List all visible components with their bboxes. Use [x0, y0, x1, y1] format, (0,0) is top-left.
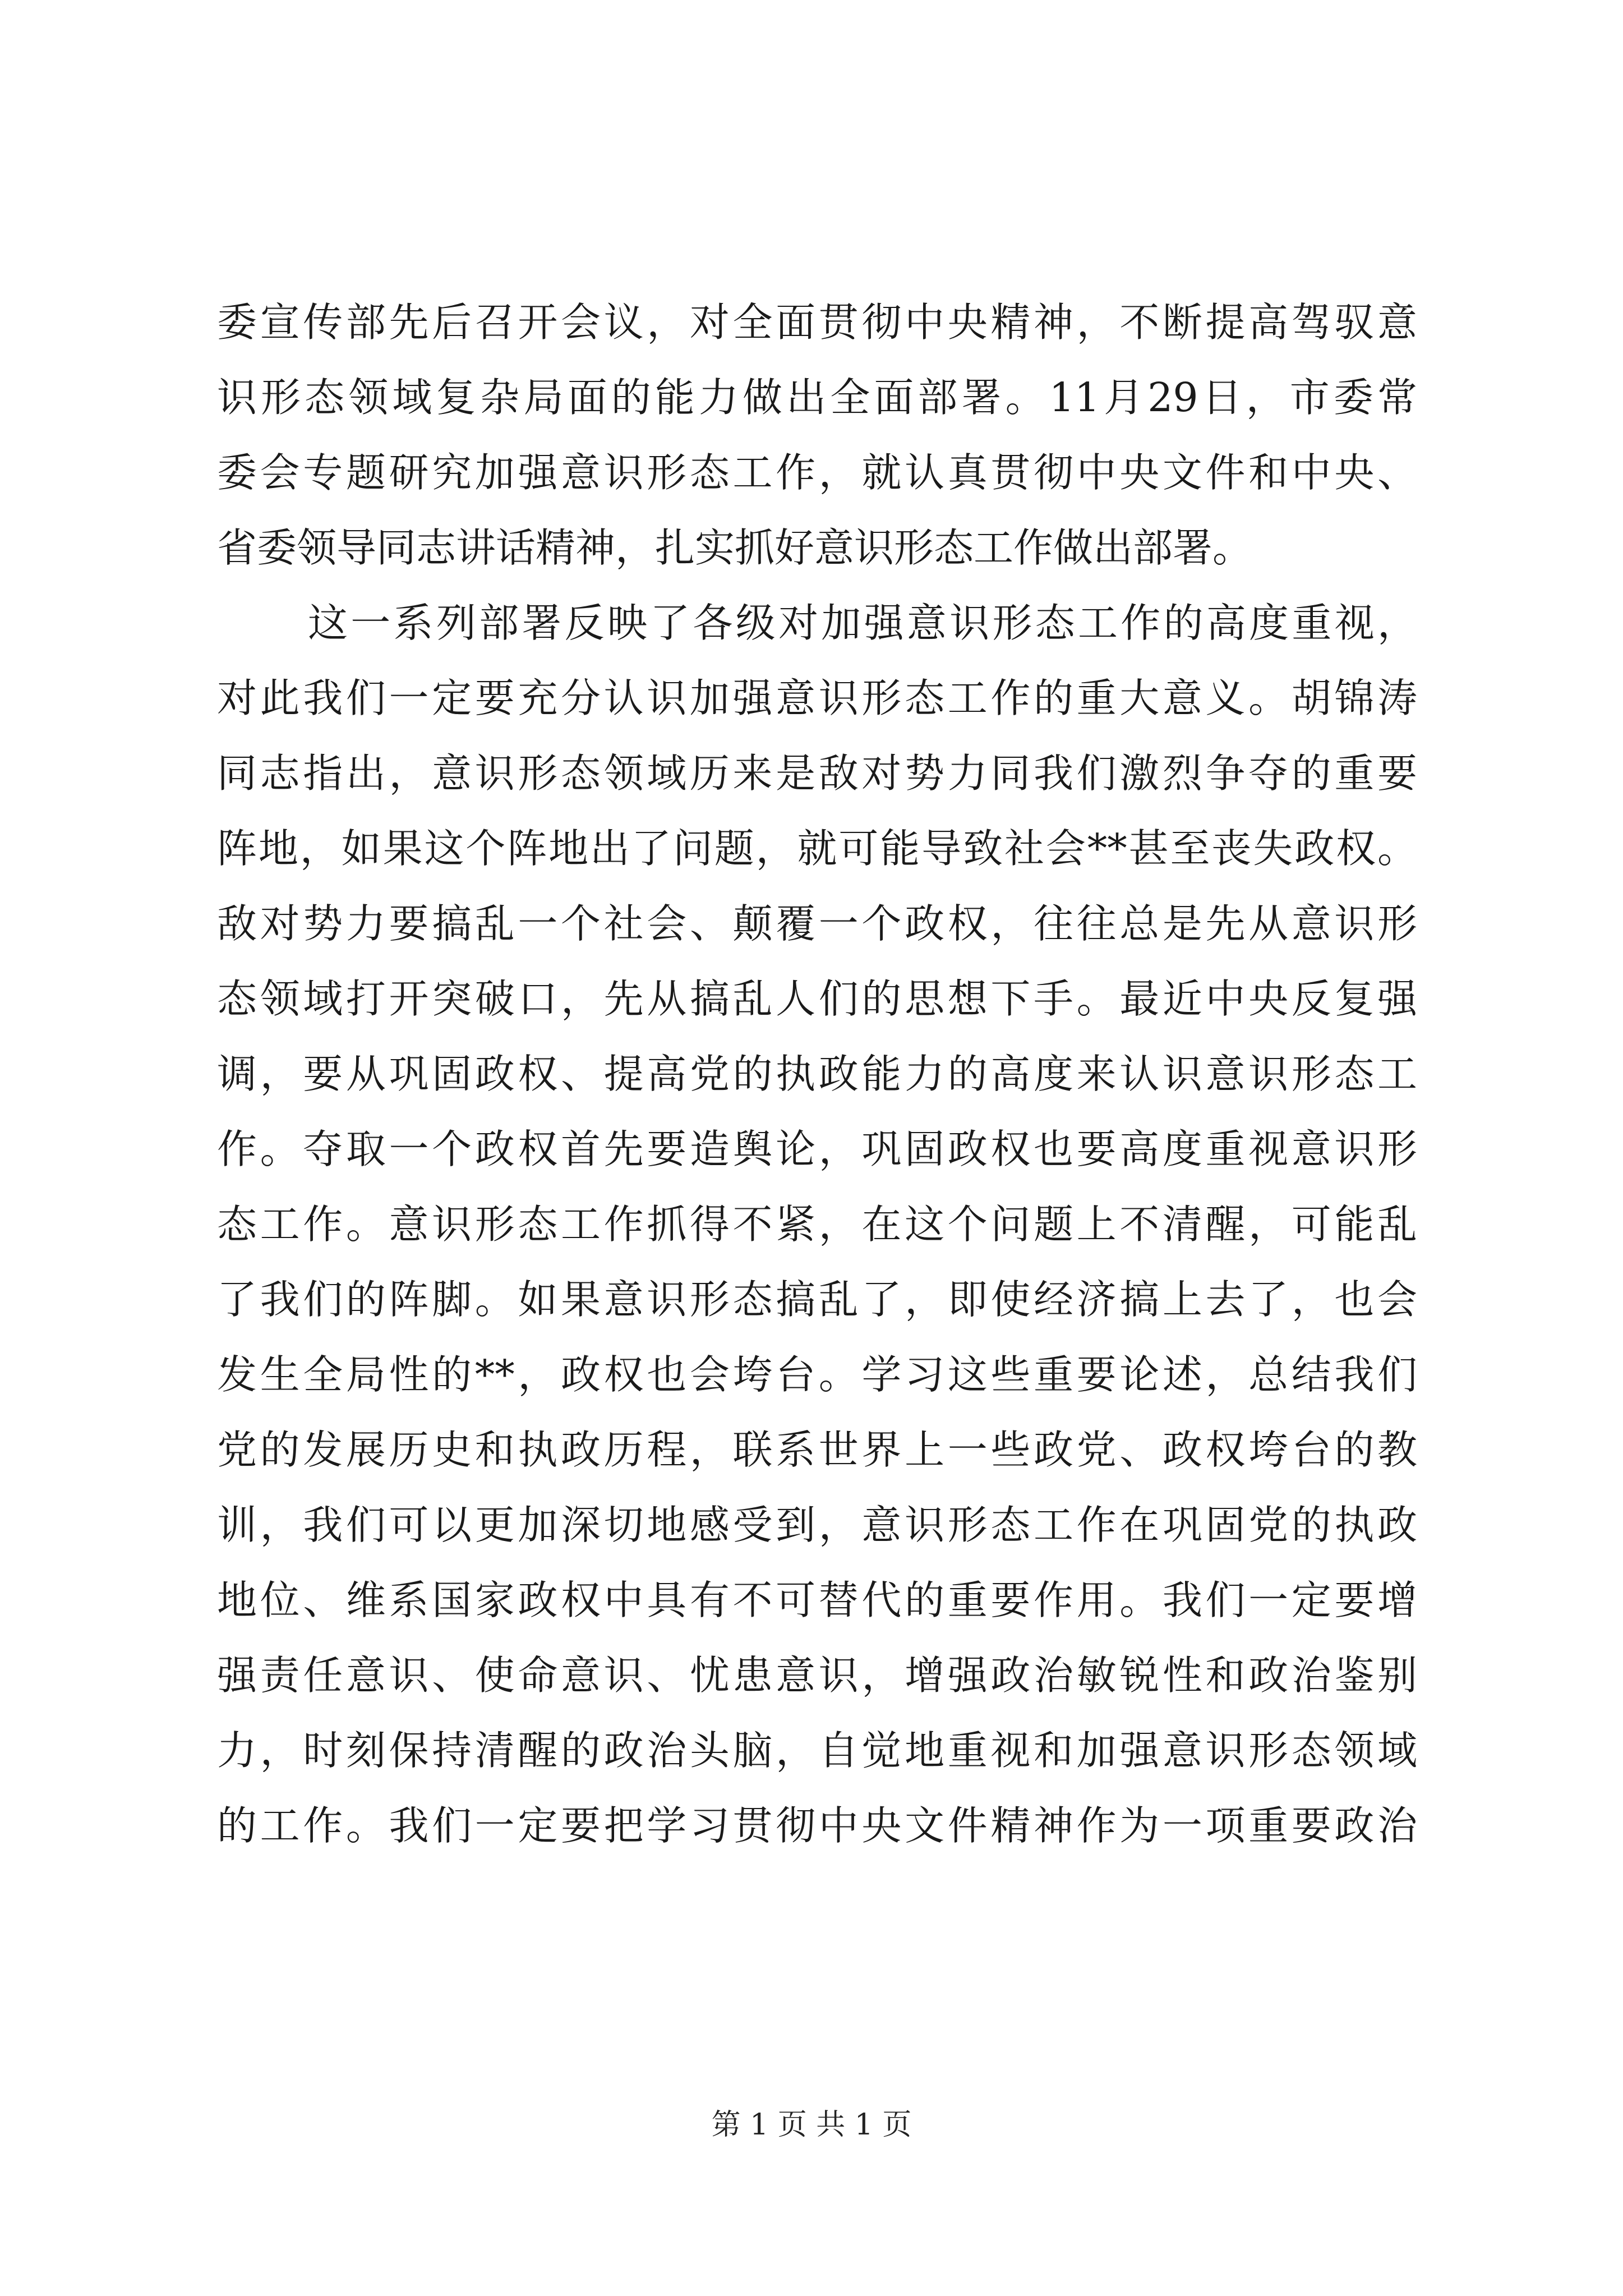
text-line: 敌对势力要搞乱一个社会、颠覆一个政权，往往总是先从意识形	[217, 900, 1417, 947]
text-line: 调，要从巩固政权、提高党的执政能力的高度来认识意识形态工	[217, 1051, 1417, 1097]
text-line: 这一系列部署反映了各级对加强意识形态工作的高度重视，	[308, 600, 1417, 646]
text-line: 的工作。我们一定要把学习贯彻中央文件精神作为一项重要政治	[217, 1802, 1417, 1849]
text-line: 委宣传部先后召开会议，对全面贯彻中央精神，不断提高驾驭意	[217, 299, 1417, 346]
text-line: 同志指出，意识形态领域历来是敌对势力同我们激烈争夺的重要	[217, 750, 1417, 797]
text-line: 强责任意识、使命意识、忧患意识，增强政治敏锐性和政治鉴别	[217, 1652, 1417, 1699]
text-line: 地位、维系国家政权中具有不可替代的重要作用。我们一定要增	[217, 1577, 1417, 1623]
page-footer	[0, 2101, 1623, 2143]
document-body	[217, 285, 1417, 1864]
text-line: 作。夺取一个政权首先要造舆论，巩固政权也要高度重视意识形	[217, 1126, 1417, 1172]
text-line: 识形态领域复杂局面的能力做出全面部署。11月29日，市委常	[217, 374, 1417, 421]
text-line: 对此我们一定要充分认识加强意识形态工作的重大意义。胡锦涛	[217, 675, 1417, 721]
text-line: 力，时刻保持清醒的政治头脑，自觉地重视和加强意识形态领域	[217, 1727, 1417, 1774]
text-line: 党的发展历史和执政历程，联系世界上一些政党、政权垮台的教	[217, 1427, 1417, 1473]
text-line: 了我们的阵脚。如果意识形态搞乱了，即使经济搞上去了，也会	[217, 1276, 1417, 1323]
text-line: 省委领导同志讲话精神，扎实抓好意识形态工作做出部署。	[217, 524, 1253, 571]
text-line: 态工作。意识形态工作抓得不紧，在这个问题上不清醒，可能乱	[217, 1201, 1417, 1248]
text-line: 发生全局性的**，政权也会垮台。学习这些重要论述，总结我们	[217, 1351, 1417, 1398]
text-line: 训，我们可以更加深切地感受到，意识形态工作在巩固党的执政	[217, 1502, 1417, 1548]
page-number-label: 第 1 页 共 1 页	[711, 2108, 912, 2142]
text-line: 阵地，如果这个阵地出了问题，就可能导致社会**甚至丧失政权。	[217, 825, 1417, 872]
text-line: 委会专题研究加强意识形态工作，就认真贯彻中央文件和中央、	[217, 449, 1417, 496]
text-line: 态领域打开突破口，先从搞乱人们的思想下手。最近中央反复强	[217, 976, 1417, 1022]
